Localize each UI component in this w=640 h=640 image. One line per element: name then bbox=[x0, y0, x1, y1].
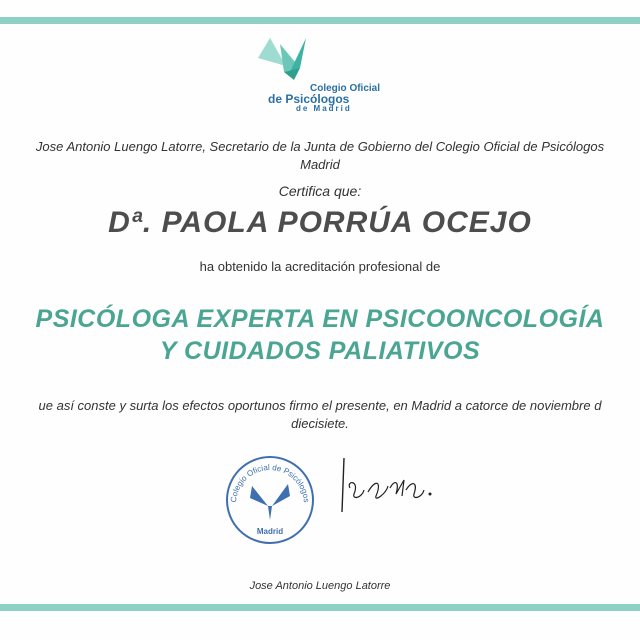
bottom-border bbox=[0, 604, 640, 611]
logo-text-line3: de Madrid bbox=[296, 104, 352, 113]
accreditation-title-line-1: PSICÓLOGA EXPERTA EN PSICOONCOLOGÍA bbox=[35, 305, 605, 333]
recipient-name: Dª. PAOLA PORRÚA OCEJO bbox=[108, 206, 532, 239]
seal-top-text: Colegio Oficial de Psicólogos bbox=[228, 462, 311, 503]
closing-line-1: ue así conste y surta los efectos oportunos firmo el presente, en Madrid a catorce de noviembre d bbox=[38, 398, 602, 413]
intro-line-1: Jose Antonio Luengo Latorre, Secretario de la Junta de Gobierno del Colegio Oficial de Psicólogos bbox=[35, 139, 605, 154]
accreditation-title-line-2: Y CUIDADOS PALIATIVOS bbox=[159, 337, 481, 365]
logo-text-line2: de Psicólogos bbox=[268, 92, 350, 106]
logo-text-line1: Colegio Oficial bbox=[310, 83, 381, 94]
closing-line-2: diecisiete. bbox=[291, 416, 349, 431]
intro-line-2: Madrid bbox=[300, 157, 340, 172]
signer-name: Jose Antonio Luengo Latorre bbox=[249, 580, 391, 592]
handwritten-signature bbox=[330, 450, 440, 522]
top-border bbox=[0, 17, 640, 24]
certifica-heading: Certifica que: bbox=[278, 183, 362, 199]
seal-bottom-text: Madrid bbox=[256, 527, 284, 536]
official-seal-stamp bbox=[224, 454, 316, 546]
obtained-text: ha obtenido la acreditación profesional de bbox=[199, 259, 441, 274]
